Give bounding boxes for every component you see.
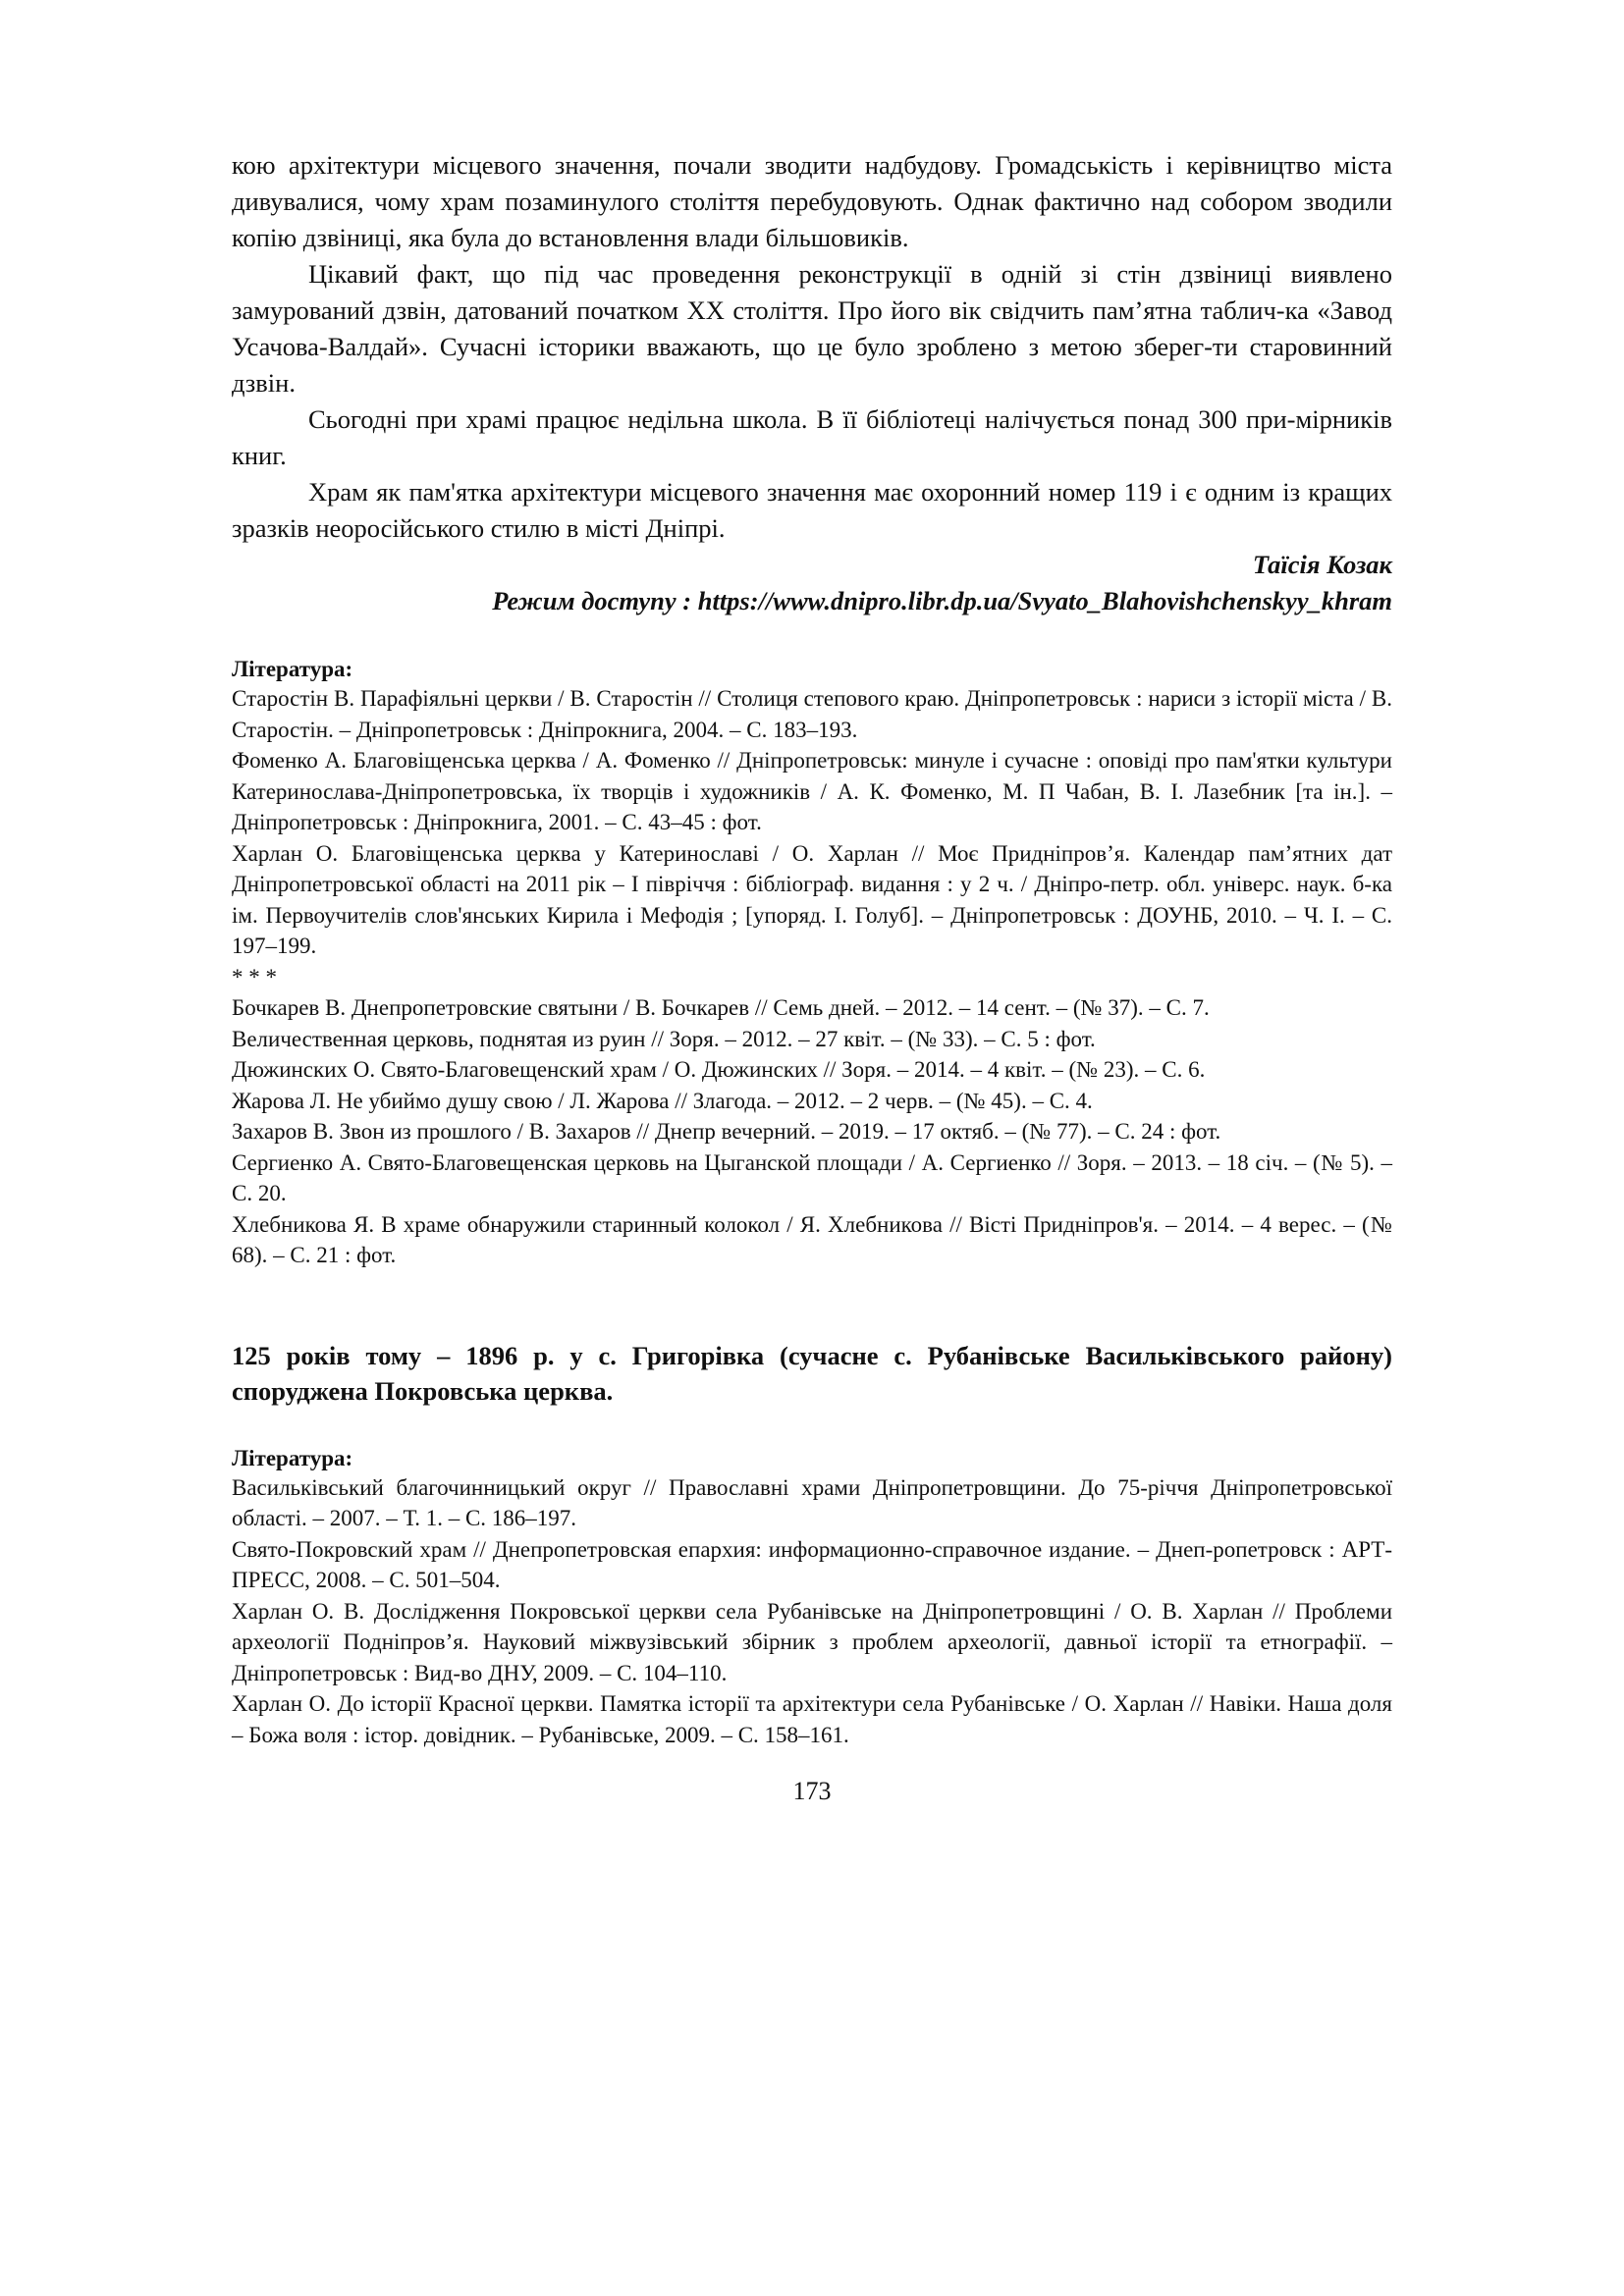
list-item: Жарова Л. Не убиймо душу свою / Л. Жарова // Злагода. – 2012. – 2 черв. – (№ 45). – С. 4.: [232, 1088, 1093, 1113]
page-number: 173: [792, 1777, 832, 1805]
list-item: Величественная церковь, поднятая из руин // Зоря. – 2012. – 27 квіт. – (№ 33). – С. 5 : фот.: [232, 1026, 1096, 1051]
literature-heading: Література:: [232, 1445, 353, 1470]
access-link[interactable]: Режим доступу : https://www.dnipro.libr.dp.ua/Svyato_Blahovishchenskyy_khram: [492, 586, 1392, 615]
paragraph: Цікавий факт, що під час проведення реконструкції в одній зі стін дзвіниці виявлено замурований дзвін, датований початком ХХ століття. Про його вік свідчить пам’ятна таблич-ка «Завод Усачова-Валдай». Сучасні історики вважають, що це було зроблено з метою зберег-ти старовинний дзвін.: [232, 259, 1392, 398]
list-item: Васильківський благочинницький округ // Православні храми Дніпропетровщини. До 75-річчя Дніпропетровської області. – 2007. – Т. 1. – С. 186–197.: [232, 1474, 1392, 1530]
list-item: Харлан О. До історії Красної церкви. Памятка історії та архітектури села Рубанівське / О. Харлан // Навіки. Наша доля – Божа воля : істор. довідник. – Рубанівське, 2009. – С. 158–161.: [232, 1691, 1392, 1747]
list-item: Свято-Покровский храм // Днепропетровская епархия: информационно-справочное издание. – Днеп-ропетровск : АРТ-ПРЕСС, 2008. – С. 501–504.: [232, 1536, 1392, 1592]
literature-heading: Література:: [232, 657, 353, 681]
list-item: Хлебникова Я. В храме обнаружили старинный колокол / Я. Хлебникова // Вісті Придніпров'я. – 2014. – 4 верес. – (№ 68). – С. 21 : фот.: [232, 1211, 1392, 1267]
paragraph: Сьогодні при храмі працює недільна школа. В її бібліотеці налічується понад 300 при-мірників книг.: [232, 404, 1392, 470]
list-item: Дюжинских О. Свято-Благовещенский храм / О. Дюжинских // Зоря. – 2014. – 4 квіт. – (№ 23). – С. 6.: [232, 1057, 1206, 1082]
paragraph: кою архітектури місцевого значення, почали зводити надбудову. Громадськість і керівництво міста дивувалися, чому храм позаминулого століття перебудовують. Однак фактично над собором зводили копію дзвіниці, яка була до встановлення влади більшовиків.: [232, 150, 1392, 252]
literature-list-2: [232, 992, 1392, 1271]
list-item: Бочкарев В. Днепропетровские святыни / В. Бочкарев // Семь дней. – 2012. – 14 сент. – (№ 37). – С. 7.: [232, 995, 1210, 1020]
paragraph: Храм як пам'ятка архітектури місцевого значення має охоронний номер 119 і є одним із кращих зразків неоросійського стилю в місті Дніпрі.: [232, 477, 1392, 543]
author-name: Таїсія Козак: [1252, 550, 1392, 579]
separator: * * *: [232, 964, 277, 989]
list-item: Старостін В. Парафіяльні церкви / В. Старостін // Столиця степового краю. Дніпропетровськ : нариси з історії міста / В. Старостін. – Дніпропетровськ : Дніпрокнига, 2004. – С. 183–193.: [232, 686, 1392, 742]
list-item: Фоменко А. Благовіщенська церква / А. Фоменко // Дніпропетровськ: минуле і сучасне : оповіді про пам'ятки культури Катеринослава-Дніпропетровська, їх творців і художників / А. К. Фоменко, М. П Чабан, В. І. Лазебник [та ін.]. – Дніпропетровськ : Дніпрокнига, 2001. – С. 43–45 : фот.: [232, 748, 1392, 834]
list-item: Захаров В. Звон из прошлого / В. Захаров // Днепр вечерний. – 2019. – 17 октяб. – (№ 77). – С. 24 : фот.: [232, 1119, 1221, 1144]
list-item: Харлан О. В. Дослідження Покровської церкви села Рубанівське на Дніпропетровщині / О. В. Харлан // Проблеми археології Подніпров’я. Науковий міжвузівський збірник з проблем археології, давньої історії та етнографії. – Дніпропетровськ : Вид-во ДНУ, 2009. – С. 104–110.: [232, 1598, 1392, 1685]
list-item: Сергиенко А. Свято-Благовещенская церковь на Цыганской площади / А. Сергиенко // Зоря. – 2013. – 18 січ. – (№ 5). – С. 20.: [232, 1149, 1392, 1205]
literature-list: [232, 683, 1392, 962]
literature-list-3: [232, 1472, 1392, 1751]
section-title: 125 років тому – 1896 р. у с. Григорівка (сучасне с. Рубанівське Васильківського району) споруджена Покровська церква.: [232, 1340, 1392, 1406]
list-item: Харлан О. Благовіщенська церква у Катеринославі / О. Харлан // Моє Придніпров’я. Календар пам’ятних дат Дніпропетровської області на 2011 рік – І півріччя : бібліограф. видання : у 2 ч. / Дніпро-петр. обл. універс. наук. б-ка ім. Первоучителів слов'янських Кирила і Мефодія ; [упоряд. І. Голуб]. – Дніпропетровськ : ДОУНБ, 2010. – Ч. І. – С. 197–199.: [232, 840, 1392, 958]
article-body: [232, 147, 1392, 547]
